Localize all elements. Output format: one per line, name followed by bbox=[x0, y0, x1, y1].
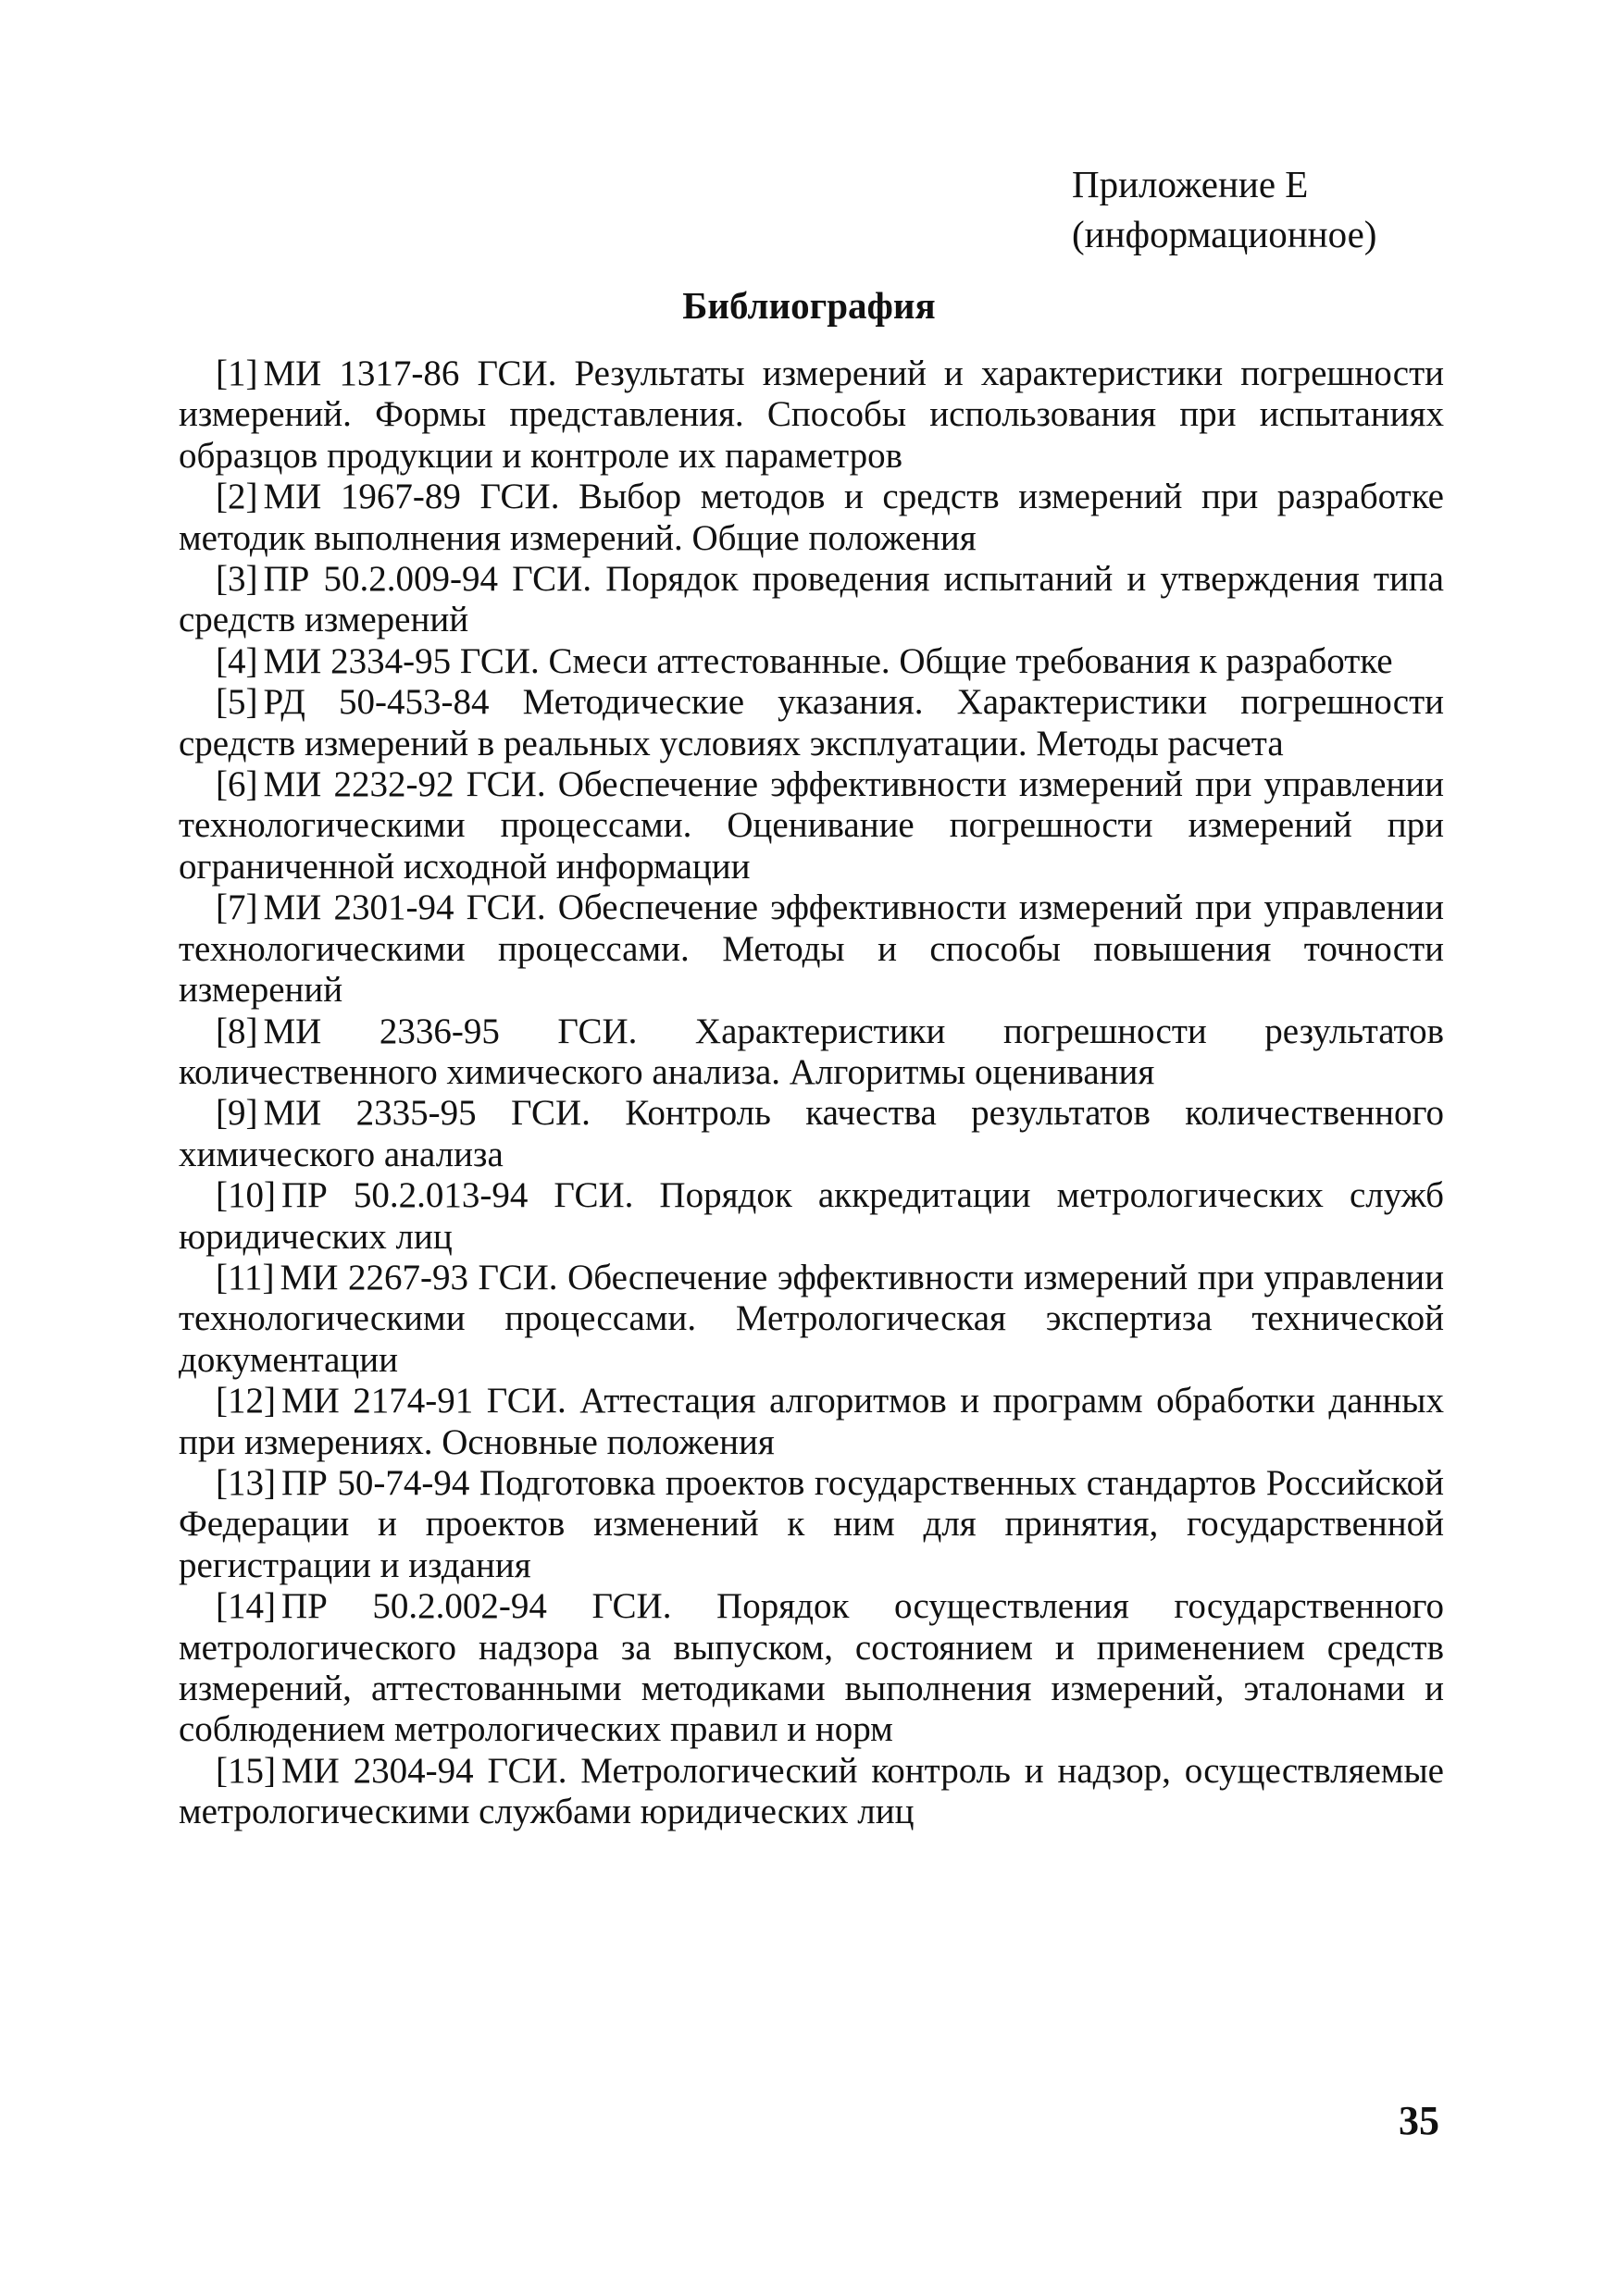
reference-item bbox=[179, 1586, 1444, 1751]
reference-number: [15] bbox=[216, 1750, 276, 1791]
reference-text: ПР 50-74-94 Подготовка проектов государственных стандартов Российской Федерации и проектов изменений к ним для принятия, государственной регистрации и издания bbox=[179, 1462, 1444, 1585]
reference-item bbox=[179, 1751, 1444, 1833]
reference-item bbox=[179, 1175, 1444, 1258]
reference-item bbox=[179, 1463, 1444, 1586]
reference-text: МИ 2335-95 ГСИ. Контроль качества результатов количественного химического анализа bbox=[179, 1093, 1444, 1174]
reference-text: МИ 2174-91 ГСИ. Аттестация алгоритмов и программ обработки данных при измерениях. Основные положения bbox=[179, 1381, 1444, 1462]
reference-text: МИ 1317-86 ГСИ. Результаты измерений и характеристики погрешности измерений. Формы представления. Способы использования при испытаниях образцов продукции и контроле их параметров bbox=[179, 354, 1444, 476]
bibliography-list bbox=[179, 354, 1444, 1833]
reference-item bbox=[179, 682, 1444, 764]
reference-item bbox=[179, 1093, 1444, 1175]
reference-item bbox=[179, 354, 1444, 477]
reference-text: МИ 1967-89 ГСИ. Выбор методов и средств измерений при разработке методик выполнения измерений. Общие положения bbox=[179, 477, 1444, 558]
reference-text: МИ 2304-94 ГСИ. Метрологический контроль и надзор, осуществляемые метрологическими службами юридических лиц bbox=[179, 1750, 1444, 1832]
reference-item bbox=[179, 1011, 1444, 1094]
reference-text: ПР 50.2.009-94 ГСИ. Порядок проведения испытаний и утверждения типа средств измерений bbox=[179, 559, 1444, 640]
reference-number: [5] bbox=[216, 682, 258, 723]
page-title: Библиография bbox=[682, 284, 936, 327]
reference-item bbox=[179, 641, 1444, 682]
reference-item bbox=[179, 1258, 1444, 1381]
reference-number: [6] bbox=[216, 764, 258, 805]
reference-text: МИ 2336-95 ГСИ. Характеристики погрешности результатов количественного химического анализа. Алгоритмы оценивания bbox=[179, 1011, 1444, 1092]
reference-item bbox=[179, 764, 1444, 887]
reference-item bbox=[179, 477, 1444, 559]
reference-number: [7] bbox=[216, 887, 258, 928]
reference-text: МИ 2232-92 ГСИ. Обеспечение эффективности измерений при управлении технологическими процессами. Оценивание погрешности измерений при ограниченной исходной информации bbox=[179, 764, 1444, 887]
reference-text: МИ 2334-95 ГСИ. Смеси аттестованные. Общие требования к разработке bbox=[263, 640, 1393, 681]
reference-number: [4] bbox=[216, 640, 258, 681]
reference-number: [12] bbox=[216, 1381, 276, 1421]
appendix-label: Приложение Е bbox=[1072, 163, 1309, 205]
reference-text: ПР 50.2.013-94 ГСИ. Порядок аккредитации метрологических служб юридических лиц bbox=[179, 1175, 1444, 1257]
appendix-heading bbox=[1072, 159, 1376, 259]
reference-number: [10] bbox=[216, 1175, 276, 1216]
reference-item bbox=[179, 1381, 1444, 1463]
reference-text: ПР 50.2.002-94 ГСИ. Порядок осуществления государственного метрологического надзора за выпуском, состоянием и применением средств измерений, аттестованными методиками выполнения измерений, эталонами и соблюдением метрологических правил и норм bbox=[179, 1586, 1444, 1750]
page-number: 35 bbox=[1399, 2098, 1439, 2143]
reference-text: МИ 2301-94 ГСИ. Обеспечение эффективности измерений при управлении технологическими процессами. Методы и способы повышения точности измерений bbox=[179, 887, 1444, 1011]
reference-number: [8] bbox=[216, 1011, 258, 1051]
reference-number: [2] bbox=[216, 477, 258, 517]
appendix-type: (информационное) bbox=[1072, 213, 1377, 255]
reference-number: [14] bbox=[216, 1586, 276, 1627]
reference-number: [1] bbox=[216, 354, 258, 393]
reference-item bbox=[179, 559, 1444, 641]
reference-number: [9] bbox=[216, 1093, 258, 1134]
reference-text: РД 50-453-84 Методические указания. Характеристики погрешности средств измерений в реальных условиях эксплуатации. Методы расчета bbox=[179, 682, 1444, 763]
reference-number: [11] bbox=[216, 1257, 275, 1297]
reference-number: [13] bbox=[216, 1462, 276, 1503]
reference-number: [3] bbox=[216, 559, 258, 600]
reference-item bbox=[179, 887, 1444, 1011]
reference-text: МИ 2267-93 ГСИ. Обеспечение эффективности измерений при управлении технологическими процессами. Метрологическая экспертиза технической документации bbox=[179, 1257, 1444, 1380]
